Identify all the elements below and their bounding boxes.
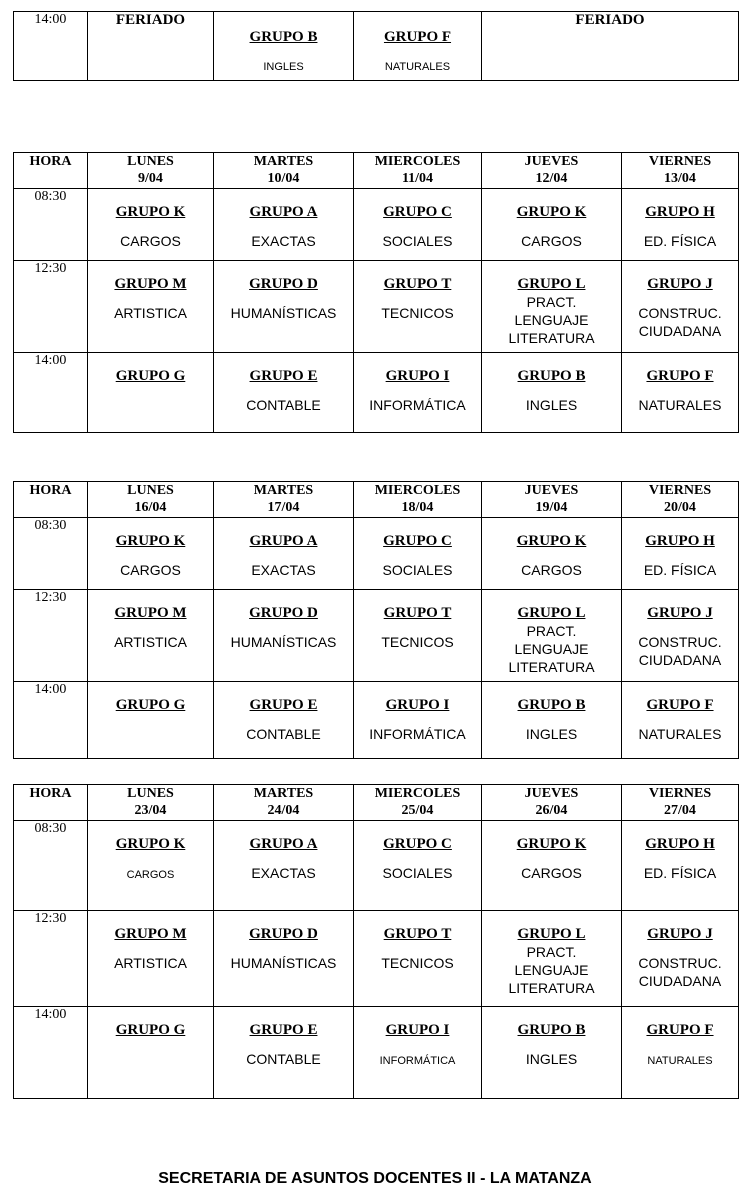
day-date: 27/04: [664, 803, 696, 818]
day-name: JUEVES: [524, 154, 579, 169]
schedule-cell: [354, 261, 482, 353]
subject-line: PRACT.: [526, 623, 577, 639]
hour-cell: 12:30: [14, 590, 88, 682]
group-label: GRUPO I: [385, 368, 450, 384]
schedule-cell: [622, 911, 739, 1007]
group-label: GRUPO J: [647, 605, 713, 621]
subject-label: INGLES: [525, 1051, 578, 1067]
day-header: [214, 482, 354, 518]
group-label: GRUPO E: [249, 1022, 318, 1038]
subject-label: CARGOS: [521, 562, 582, 578]
schedule-cell: [482, 353, 622, 433]
schedule-cell: [482, 518, 622, 590]
group-label: GRUPO E: [249, 368, 318, 384]
group-label: GRUPO A: [249, 836, 318, 852]
day-header: [482, 785, 622, 821]
subject-label: ED. FÍSICA: [643, 562, 717, 578]
day-date: 25/04: [401, 803, 434, 818]
subject-label: EXACTAS: [251, 233, 316, 249]
group-label: GRUPO K: [115, 204, 186, 220]
schedule-cell: [354, 12, 482, 81]
group-label: GRUPO K: [516, 836, 587, 852]
group-label: GRUPO G: [115, 368, 186, 384]
day-date: 11/04: [401, 171, 434, 186]
schedule-cell: [482, 682, 622, 759]
subject-line: CIUDADANA: [638, 652, 722, 668]
day-header: [622, 153, 739, 189]
day-date: 17/04: [267, 500, 300, 515]
schedule-cell: [622, 821, 739, 911]
day-header: [482, 482, 622, 518]
hour-cell: 08:30: [14, 821, 88, 911]
day-date: 23/04: [134, 803, 167, 818]
schedule-cell: [214, 353, 354, 433]
subject-label: [482, 293, 621, 347]
subject-label: [482, 622, 621, 676]
group-label: GRUPO J: [647, 276, 713, 292]
subject-label: EXACTAS: [251, 865, 316, 881]
subject-line: CONSTRUC.: [638, 634, 722, 650]
schedule-cell: [88, 911, 214, 1007]
hour-cell: 08:30: [14, 189, 88, 261]
subject-label: INFORMÁTICA: [369, 726, 466, 742]
group-label: GRUPO D: [249, 276, 318, 292]
subject-label: NATURALES: [384, 61, 451, 73]
subject-label: ED. FÍSICA: [643, 233, 717, 249]
subject-label: [482, 943, 621, 997]
day-name: LUNES: [127, 154, 174, 169]
group-label: GRUPO B: [517, 1022, 586, 1038]
group-label: GRUPO F: [383, 29, 452, 45]
week-schedule-table: [13, 481, 739, 759]
subject-label: INGLES: [263, 61, 304, 73]
day-header: [88, 153, 214, 189]
subject-label: SOCIALES: [382, 233, 453, 249]
day-date: 18/04: [401, 500, 434, 515]
day-date: 10/04: [267, 171, 300, 186]
group-label: GRUPO T: [383, 276, 452, 292]
schedule-cell: [214, 189, 354, 261]
schedule-cell: [622, 1007, 739, 1099]
group-label: GRUPO B: [249, 29, 318, 45]
subject-line: LENGUAJE: [514, 312, 589, 328]
subject-label: CONTABLE: [246, 397, 321, 413]
group-label: GRUPO J: [647, 926, 713, 942]
day-header: [354, 785, 482, 821]
hour-cell: 14:00: [14, 12, 88, 81]
week-schedule-table: [13, 152, 739, 433]
hour-cell: 08:30: [14, 518, 88, 590]
group-label: GRUPO H: [645, 533, 715, 549]
subject-label: CARGOS: [521, 865, 582, 881]
group-label: GRUPO M: [114, 276, 187, 292]
schedule-cell: [482, 1007, 622, 1099]
day-name: JUEVES: [524, 786, 579, 801]
group-label: GRUPO D: [249, 605, 318, 621]
group-label: GRUPO M: [114, 926, 187, 942]
schedule-cell: [622, 518, 739, 590]
group-label: GRUPO G: [115, 697, 186, 713]
subject-label: HUMANÍSTICAS: [230, 634, 337, 650]
schedule-cell: [622, 189, 739, 261]
group-label: GRUPO T: [383, 926, 452, 942]
schedule-cell: [214, 911, 354, 1007]
schedule-cell: [354, 821, 482, 911]
subject-label: CARGOS: [120, 233, 181, 249]
subject-line: CIUDADANA: [638, 973, 722, 989]
day-name: MARTES: [253, 483, 314, 498]
group-label: GRUPO C: [383, 836, 452, 852]
subject-line: PRACT.: [526, 294, 577, 310]
subject-label: ED. FÍSICA: [643, 865, 717, 881]
schedule-cell: [214, 518, 354, 590]
hour-cell: 14:00: [14, 1007, 88, 1099]
schedule-cell: [88, 518, 214, 590]
subject-label: NATURALES: [638, 397, 722, 413]
schedule-cell: [88, 261, 214, 353]
group-label: GRUPO B: [517, 368, 586, 384]
hora-header: HORA: [14, 482, 88, 518]
day-name: MARTES: [253, 154, 314, 169]
schedule-cell: [354, 682, 482, 759]
day-date: 26/04: [535, 803, 568, 818]
subject-line: LENGUAJE: [514, 641, 589, 657]
schedule-cell: [354, 518, 482, 590]
subject-line: LITERATURA: [508, 980, 595, 996]
day-header: [482, 153, 622, 189]
subject-label: INFORMÁTICA: [379, 1055, 456, 1067]
feriado-cell: FERIADO: [482, 12, 739, 81]
subject-line: LITERATURA: [508, 330, 595, 346]
subject-label: CARGOS: [120, 562, 181, 578]
schedule-cell: [88, 590, 214, 682]
feriado-cell: FERIADO: [88, 12, 214, 81]
group-label: GRUPO L: [517, 605, 586, 621]
subject-label: [622, 633, 738, 669]
subject-label: INFORMÁTICA: [369, 397, 466, 413]
hora-header: HORA: [14, 153, 88, 189]
schedule-cell: [482, 590, 622, 682]
group-label: GRUPO T: [383, 605, 452, 621]
day-name: MIERCOLES: [374, 154, 461, 169]
day-date: 16/04: [134, 500, 167, 515]
subject-line: CIUDADANA: [638, 323, 722, 339]
subject-line: CONSTRUC.: [638, 305, 722, 321]
group-label: GRUPO E: [249, 697, 318, 713]
subject-line: CONSTRUC.: [638, 955, 722, 971]
subject-label: SOCIALES: [382, 562, 453, 578]
schedule-cell: [88, 682, 214, 759]
group-label: GRUPO D: [249, 926, 318, 942]
day-name: LUNES: [127, 483, 174, 498]
day-name: MARTES: [253, 786, 314, 801]
subject-label: NATURALES: [647, 1055, 713, 1067]
schedule-cell: [88, 189, 214, 261]
subject-label: HUMANÍSTICAS: [230, 955, 337, 971]
subject-label: TECNICOS: [381, 305, 454, 321]
group-label: GRUPO L: [517, 276, 586, 292]
day-header: [88, 482, 214, 518]
day-date: 19/04: [535, 500, 568, 515]
subject-label: TECNICOS: [381, 955, 454, 971]
day-header: [354, 482, 482, 518]
schedule-cell: [482, 189, 622, 261]
group-label: GRUPO F: [646, 368, 714, 384]
day-date: 9/04: [138, 171, 163, 186]
group-label: GRUPO B: [517, 697, 586, 713]
group-label: GRUPO K: [516, 533, 587, 549]
day-name: MIERCOLES: [374, 786, 461, 801]
subject-label: CARGOS: [126, 869, 175, 881]
schedule-cell: [214, 682, 354, 759]
schedule-cell: [622, 590, 739, 682]
hour-cell: 14:00: [14, 353, 88, 433]
day-name: VIERNES: [648, 786, 712, 801]
day-header: [214, 785, 354, 821]
schedule-cell: [214, 1007, 354, 1099]
schedule-cell: [622, 682, 739, 759]
group-label: GRUPO F: [646, 697, 714, 713]
subject-label: [622, 304, 738, 340]
group-label: GRUPO K: [115, 836, 186, 852]
subject-label: CONTABLE: [246, 726, 321, 742]
subject-label: ARTISTICA: [114, 955, 187, 971]
group-label: GRUPO M: [114, 605, 187, 621]
hora-header: HORA: [14, 785, 88, 821]
subject-label: [622, 954, 738, 990]
group-label: GRUPO F: [646, 1022, 714, 1038]
schedule-cell: [214, 821, 354, 911]
group-label: GRUPO H: [645, 836, 715, 852]
week-schedule-table: [13, 784, 739, 1099]
subject-label: CONTABLE: [246, 1051, 321, 1067]
schedule-cell: [482, 821, 622, 911]
group-label: GRUPO L: [517, 926, 586, 942]
day-date: 24/04: [267, 803, 300, 818]
top-schedule-table: [13, 11, 739, 81]
group-label: GRUPO K: [115, 533, 186, 549]
subject-label: INGLES: [525, 397, 578, 413]
schedule-cell: [622, 353, 739, 433]
schedule-cell: [354, 189, 482, 261]
day-date: 12/04: [535, 171, 568, 186]
subject-label: NATURALES: [638, 726, 722, 742]
day-name: VIERNES: [648, 483, 712, 498]
subject-label: ARTISTICA: [114, 634, 187, 650]
day-name: MIERCOLES: [374, 483, 461, 498]
day-header: [214, 153, 354, 189]
schedule-cell: [354, 911, 482, 1007]
schedule-cell: [354, 353, 482, 433]
day-header: [622, 482, 739, 518]
group-label: GRUPO I: [385, 697, 450, 713]
schedule-cell: [622, 261, 739, 353]
subject-label: TECNICOS: [381, 634, 454, 650]
schedule-cell: [214, 590, 354, 682]
subject-label: EXACTAS: [251, 562, 316, 578]
hour-cell: 14:00: [14, 682, 88, 759]
group-label: GRUPO H: [645, 204, 715, 220]
schedule-cell: [88, 1007, 214, 1099]
subject-label: HUMANÍSTICAS: [230, 305, 337, 321]
group-label: GRUPO K: [516, 204, 587, 220]
subject-label: CARGOS: [521, 233, 582, 249]
subject-label: ARTISTICA: [114, 305, 187, 321]
group-label: GRUPO A: [249, 204, 318, 220]
subject-line: LENGUAJE: [514, 962, 589, 978]
group-label: GRUPO C: [383, 204, 452, 220]
day-name: JUEVES: [524, 483, 579, 498]
group-label: GRUPO C: [383, 533, 452, 549]
schedule-cell: [482, 911, 622, 1007]
schedule-cell: [88, 353, 214, 433]
schedule-cell: [214, 261, 354, 353]
subject-label: SOCIALES: [382, 865, 453, 881]
group-label: GRUPO A: [249, 533, 318, 549]
schedule-cell: [88, 821, 214, 911]
schedule-cell: [354, 590, 482, 682]
subject-line: LITERATURA: [508, 659, 595, 675]
footer-title: SECRETARIA DE ASUNTOS DOCENTES II - LA MATANZA: [158, 1170, 592, 1187]
group-label: GRUPO I: [385, 1022, 450, 1038]
schedule-cell: [482, 261, 622, 353]
day-name: VIERNES: [648, 154, 712, 169]
subject-line: PRACT.: [526, 944, 577, 960]
day-header: [622, 785, 739, 821]
day-header: [88, 785, 214, 821]
hour-cell: 12:30: [14, 261, 88, 353]
schedule-cell: [354, 1007, 482, 1099]
day-header: [354, 153, 482, 189]
group-label: GRUPO G: [115, 1022, 186, 1038]
hour-cell: 12:30: [14, 911, 88, 1007]
day-date: 20/04: [664, 500, 696, 515]
subject-label: INGLES: [525, 726, 578, 742]
day-date: 13/04: [664, 171, 696, 186]
day-name: LUNES: [127, 786, 174, 801]
schedule-cell: [214, 12, 354, 81]
